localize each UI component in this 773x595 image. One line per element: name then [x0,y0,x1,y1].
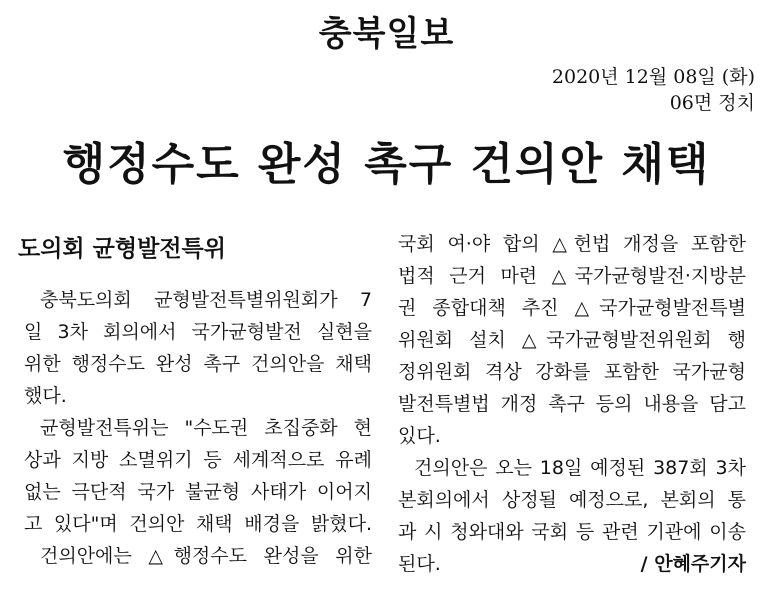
publication-date: 2020년 12월 08일 (화) [551,66,755,88]
body-line: 상과 지방 소멸위기 등 세계적으로 유례 [24,449,372,471]
reporter-byline: / 안혜주기자 [640,553,746,575]
body-line: 건의안은 오는 18일 예정된 387회 3차 [414,457,746,479]
body-line: 발전특별법 개정 촉구 등의 내용을 담고 [398,393,746,415]
newspaper-masthead: 충북일보 [318,14,455,54]
body-line: 균형발전특위는 "수도권 초집중화 현 [40,417,372,439]
body-line-with-byline [398,548,746,580]
body-line: 있다. [398,425,441,447]
body-line: 고 있다"며 건의안 채택 배경을 밝혔다. [24,513,372,535]
body-line: 과 시 청와대와 국회 등 관련 기관에 이송 [398,521,746,543]
article-subheading: 도의회 균형발전특위 [18,236,226,262]
body-line: 없는 극단적 국가 불균형 사태가 이어지 [24,481,372,503]
body-line: 본회의에서 상정될 예정으로, 본회의 통 [398,489,746,511]
body-line-end: 된다. [398,553,441,575]
article-headline: 행정수도 완성 촉구 건의안 채택 [62,139,711,190]
body-line: 일 3차 회의에서 국가균형발전 실현을 [24,321,372,343]
page-section: 06면 정치 [669,92,755,114]
body-line: 했다. [24,385,67,407]
body-line: 건의안에는 △행정수도 완성을 위한 [40,545,372,567]
body-line: 정위원회 격상 강화를 포함한 국가균형 [398,361,746,383]
body-line: 국회 여·야 합의 △헌법 개정을 포함한 [398,233,746,255]
article-column-right [398,228,746,580]
body-line: 위원회 설치 △국가균형발전위원회 행 [398,329,746,351]
body-line: 권 종합대책 추진 △국가균형발전특별 [398,297,746,319]
body-line: 위한 행정수도 완성 촉구 건의안을 채택 [24,353,372,375]
body-line: 법적 근거 마련 △국가균형발전·지방분 [398,265,746,287]
body-line: 충북도의회 균형발전특별위원회가 7 [40,289,372,311]
article-column-left [24,284,372,572]
